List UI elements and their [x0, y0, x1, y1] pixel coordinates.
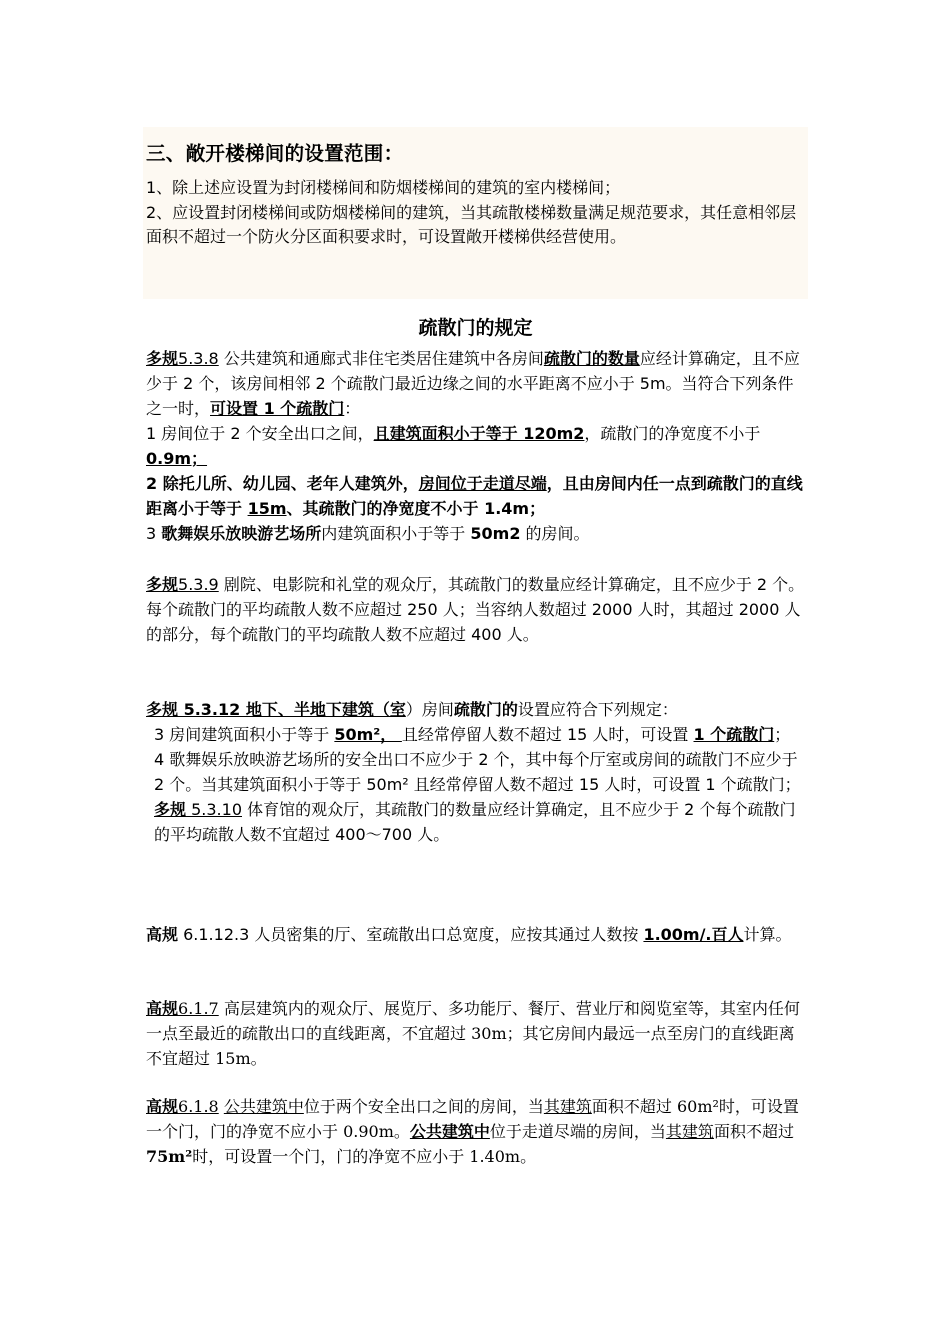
clause-5-3-9 [146, 572, 808, 647]
clause-item-4: 4 歌舞娱乐放映游艺场所的安全出口不应少于 2 个，其中每个厅室或房间的疏散门不应少于 2 个。当其建筑面积小于等于 50m² 且经常停留人数不超过 15 人时，可设置 1 个疏散门； [154, 750, 801, 794]
section-line-2: 2、应设置封闭楼梯间或防烟楼梯间的建筑，当其疏散楼梯数量满足规范要求，其任意相邻层面积不超过一个防火分区面积要求时，可设置敞开楼梯供经营使用。 [146, 202, 797, 246]
clause-item-2: 2 除托儿所、幼儿园、老年人建筑外，房间位于走道尽端，且由房间内任一点到疏散门的直线距离小于等于 15m、其疏散门的净宽度不小于 1.4m； [146, 474, 803, 518]
clause-item-3: 3 歌舞娱乐放映游艺场所内建筑面积小于等于 50m2 的房间。 [146, 524, 590, 543]
clause-5-3-8 [146, 346, 808, 546]
clause-6-1-12-3 [146, 922, 808, 947]
clause-paragraph: 高规 6.1.12.3 人员密集的厅、室疏散出口总宽度，应按其通过人数按 1.00m/.百人计算。 [146, 925, 792, 944]
clause-item-1: 1 房间位于 2 个安全出口之间，且建筑面积小于等于 120m2，疏散门的净宽度不小于 0.9m； [146, 424, 761, 468]
clause-paragraph: 多规5.3.9 剧院、电影院和礼堂的观众厅，其疏散门的数量应经计算确定，且不应少于 2 个。每个疏散门的平均疏散人数不应超过 250 人；当容纳人数超过 2000 人时，其超过 2000 人的部分，每个疏散门的平均疏散人数不应超过 400 人。 [146, 575, 805, 644]
section-line-1: 1、除上述应设置为封闭楼梯间和防烟楼梯间的建筑的室内楼梯间； [146, 178, 621, 197]
clause-paragraph: 多规5.3.8 公共建筑和通廊式非住宅类居住建筑中各房间疏散门的数量应经计算确定，且不应少于 2 个，该房间相邻 2 个疏散门最近边缘之间的水平距离不应小于 5m。当符合下列条件之一时，可设置 1 个疏散门： [146, 349, 800, 418]
section-title: 三、敞开楼梯间的设置范围： [146, 142, 404, 165]
page-heading: 疏散门的规定 [418, 317, 533, 339]
clause-item-3: 3 房间建筑面积小于等于 50m²， 且经常停留人数不超过 15 人时，可设置 1 个疏散门； [154, 725, 791, 744]
section-body [146, 176, 806, 250]
clause-item-5-3-10: 多规 5.3.10 体育馆的观众厅，其疏散门的数量应经计算确定，且不应少于 2 个每个疏散门的平均疏散人数不宜超过 400～700 人。 [154, 800, 796, 844]
clause-6-1-8 [146, 1094, 808, 1169]
clause-6-1-7 [146, 996, 808, 1071]
clause-paragraph: 多规 5.3.12 地下、半地下建筑（室）房间疏散门的设置应符合下列规定： [146, 700, 678, 719]
clause-paragraph: 高规6.1.7 高层建筑内的观众厅、展览厅、多功能厅、餐厅、营业厅和阅览室等，其室内任何一点至最近的疏散出口的直线距离，不宜超过 30m；其它房间内最远一点至房门的直线距离不宜超过 15m。 [146, 999, 800, 1068]
clause-paragraph: 高规6.1.8 公共建筑中位于两个安全出口之间的房间，当其建筑面积不超过 60m²时，可设置一个门，门的净宽不应小于 0.90m。公共建筑中位于走道尽端的房间，当其建筑面积不超过 75m²时，可设置一个门，门的净宽不应小于 1.40m。 [146, 1097, 799, 1166]
clause-5-3-12 [146, 697, 808, 847]
